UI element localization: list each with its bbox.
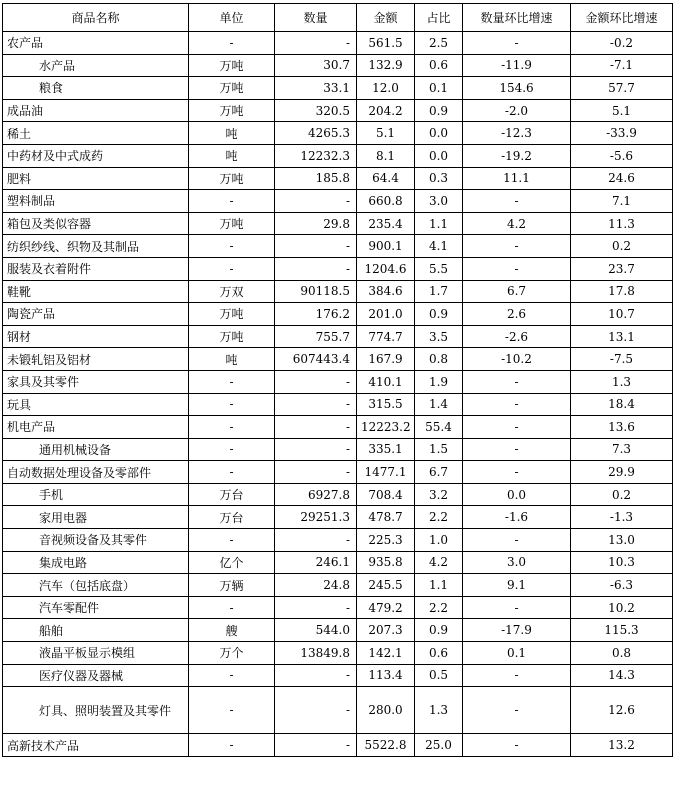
export-commodity-table: [2, 3, 673, 757]
table-row: [3, 529, 673, 552]
cell-quantity-growth: -: [463, 370, 571, 393]
cell-name: 农产品: [3, 32, 189, 55]
header-amount-growth: 金额环比增速: [571, 4, 673, 32]
cell-unit: 吨: [189, 348, 275, 371]
cell-unit: -: [189, 393, 275, 416]
table-row: [3, 438, 673, 461]
cell-quantity-growth: -: [463, 529, 571, 552]
cell-quantity-growth: -10.2: [463, 348, 571, 371]
cell-quantity: -: [275, 416, 357, 439]
cell-unit: 万双: [189, 280, 275, 303]
cell-amount: 12.0: [357, 77, 415, 100]
cell-unit: -: [189, 32, 275, 55]
cell-name: 集成电路: [3, 551, 189, 574]
cell-quantity: -: [275, 393, 357, 416]
cell-amount-growth: 13.6: [571, 416, 673, 439]
cell-quantity: 13849.8: [275, 642, 357, 665]
cell-name: 稀土: [3, 122, 189, 145]
cell-unit: 万吨: [189, 212, 275, 235]
cell-amount-growth: 18.4: [571, 393, 673, 416]
table-row: [3, 642, 673, 665]
cell-amount: 479.2: [357, 596, 415, 619]
cell-amount-growth: 17.8: [571, 280, 673, 303]
table-row: [3, 235, 673, 258]
cell-quantity-growth: 9.1: [463, 574, 571, 597]
cell-name: 船舶: [3, 619, 189, 642]
cell-quantity: -: [275, 370, 357, 393]
table-row: [3, 483, 673, 506]
cell-quantity: 33.1: [275, 77, 357, 100]
cell-amount: 8.1: [357, 144, 415, 167]
cell-quantity: 90118.5: [275, 280, 357, 303]
cell-amount: 5522.8: [357, 734, 415, 757]
cell-amount: 245.5: [357, 574, 415, 597]
cell-quantity: -: [275, 257, 357, 280]
cell-name: 粮食: [3, 77, 189, 100]
cell-amount-growth: 13.1: [571, 325, 673, 348]
cell-amount-growth: 29.9: [571, 461, 673, 484]
cell-amount: 225.3: [357, 529, 415, 552]
cell-quantity-growth: -: [463, 32, 571, 55]
cell-amount: 280.0: [357, 687, 415, 734]
cell-quantity: -: [275, 461, 357, 484]
cell-quantity-growth: -: [463, 393, 571, 416]
table-row: [3, 77, 673, 100]
cell-amount-growth: 5.1: [571, 99, 673, 122]
cell-amount-growth: 0.2: [571, 235, 673, 258]
table-row: [3, 416, 673, 439]
cell-amount-growth: 7.1: [571, 190, 673, 213]
header-quantity-growth: 数量环比增速: [463, 4, 571, 32]
cell-quantity-growth: -19.2: [463, 144, 571, 167]
cell-name: 机电产品: [3, 416, 189, 439]
table-row: [3, 325, 673, 348]
table-row: [3, 664, 673, 687]
cell-name: 高新技术产品: [3, 734, 189, 757]
cell-amount: 315.5: [357, 393, 415, 416]
cell-quantity-growth: -: [463, 664, 571, 687]
cell-amount: 561.5: [357, 32, 415, 55]
cell-name: 水产品: [3, 54, 189, 77]
cell-quantity: 176.2: [275, 303, 357, 326]
table-header-row: [3, 4, 673, 32]
cell-amount-growth: 12.6: [571, 687, 673, 734]
table-row: [3, 144, 673, 167]
cell-amount: 132.9: [357, 54, 415, 77]
cell-name: 音视频设备及其零件: [3, 529, 189, 552]
header-name: 商品名称: [3, 4, 189, 32]
cell-quantity-growth: 2.6: [463, 303, 571, 326]
cell-quantity-growth: -1.6: [463, 506, 571, 529]
table-row: [3, 687, 673, 734]
cell-quantity: -: [275, 190, 357, 213]
cell-quantity: 607443.4: [275, 348, 357, 371]
cell-quantity-growth: -17.9: [463, 619, 571, 642]
cell-unit: 万台: [189, 506, 275, 529]
cell-name: 箱包及类似容器: [3, 212, 189, 235]
cell-quantity: -: [275, 664, 357, 687]
cell-unit: -: [189, 438, 275, 461]
cell-unit: 吨: [189, 144, 275, 167]
cell-amount: 708.4: [357, 483, 415, 506]
cell-name: 手机: [3, 483, 189, 506]
cell-quantity: 29251.3: [275, 506, 357, 529]
cell-quantity-growth: -: [463, 257, 571, 280]
table-row: [3, 461, 673, 484]
cell-amount-growth: 24.6: [571, 167, 673, 190]
cell-share: 55.4: [415, 416, 463, 439]
cell-unit: -: [189, 370, 275, 393]
cell-quantity-growth: 0.1: [463, 642, 571, 665]
cell-name: 肥料: [3, 167, 189, 190]
cell-quantity: 185.8: [275, 167, 357, 190]
table-row: [3, 280, 673, 303]
cell-share: 0.0: [415, 122, 463, 145]
cell-unit: 万吨: [189, 303, 275, 326]
cell-share: 3.0: [415, 190, 463, 213]
header-unit: 单位: [189, 4, 275, 32]
cell-amount: 774.7: [357, 325, 415, 348]
header-quantity: 数量: [275, 4, 357, 32]
cell-unit: -: [189, 596, 275, 619]
table-row: [3, 190, 673, 213]
cell-amount: 335.1: [357, 438, 415, 461]
cell-amount-growth: -33.9: [571, 122, 673, 145]
cell-amount: 935.8: [357, 551, 415, 574]
table-row: [3, 54, 673, 77]
cell-amount: 207.3: [357, 619, 415, 642]
cell-unit: 万台: [189, 483, 275, 506]
cell-share: 6.7: [415, 461, 463, 484]
table-row: [3, 99, 673, 122]
cell-amount-growth: 13.2: [571, 734, 673, 757]
cell-name: 未锻轧铝及铝材: [3, 348, 189, 371]
cell-amount: 235.4: [357, 212, 415, 235]
cell-amount-growth: 23.7: [571, 257, 673, 280]
cell-share: 0.9: [415, 619, 463, 642]
cell-quantity-growth: -11.9: [463, 54, 571, 77]
cell-unit: 吨: [189, 122, 275, 145]
cell-share: 2.2: [415, 506, 463, 529]
cell-quantity-growth: -: [463, 734, 571, 757]
cell-amount-growth: 7.3: [571, 438, 673, 461]
cell-quantity-growth: -2.6: [463, 325, 571, 348]
cell-share: 4.2: [415, 551, 463, 574]
cell-share: 0.8: [415, 348, 463, 371]
cell-amount: 201.0: [357, 303, 415, 326]
cell-name: 医疗仪器及器械: [3, 664, 189, 687]
cell-share: 0.6: [415, 54, 463, 77]
cell-name: 液晶平板显示模组: [3, 642, 189, 665]
table-row: [3, 393, 673, 416]
cell-name: 汽车（包括底盘）: [3, 574, 189, 597]
cell-unit: 万吨: [189, 77, 275, 100]
table-row: [3, 212, 673, 235]
cell-amount: 5.1: [357, 122, 415, 145]
cell-amount-growth: 11.3: [571, 212, 673, 235]
cell-unit: -: [189, 664, 275, 687]
cell-quantity: -: [275, 32, 357, 55]
cell-share: 1.7: [415, 280, 463, 303]
cell-quantity-growth: -: [463, 596, 571, 619]
cell-amount: 660.8: [357, 190, 415, 213]
cell-amount: 478.7: [357, 506, 415, 529]
header-amount: 金额: [357, 4, 415, 32]
cell-quantity-growth: 11.1: [463, 167, 571, 190]
cell-share: 1.3: [415, 687, 463, 734]
cell-quantity-growth: 6.7: [463, 280, 571, 303]
cell-amount-growth: 0.8: [571, 642, 673, 665]
cell-amount-growth: 1.3: [571, 370, 673, 393]
cell-name: 纺织纱线、织物及其制品: [3, 235, 189, 258]
cell-amount-growth: 10.2: [571, 596, 673, 619]
cell-name: 通用机械设备: [3, 438, 189, 461]
cell-quantity: -: [275, 235, 357, 258]
cell-quantity: 544.0: [275, 619, 357, 642]
cell-unit: 万辆: [189, 574, 275, 597]
cell-unit: -: [189, 529, 275, 552]
cell-unit: -: [189, 235, 275, 258]
cell-quantity: -: [275, 687, 357, 734]
cell-quantity: 24.8: [275, 574, 357, 597]
cell-share: 3.2: [415, 483, 463, 506]
cell-amount: 1204.6: [357, 257, 415, 280]
cell-quantity-growth: -: [463, 461, 571, 484]
cell-quantity-growth: -: [463, 687, 571, 734]
cell-amount: 204.2: [357, 99, 415, 122]
cell-name: 陶瓷产品: [3, 303, 189, 326]
table-row: [3, 551, 673, 574]
cell-unit: -: [189, 461, 275, 484]
cell-unit: 艘: [189, 619, 275, 642]
cell-name: 中药材及中式成药: [3, 144, 189, 167]
cell-unit: -: [189, 734, 275, 757]
cell-unit: 万个: [189, 642, 275, 665]
cell-quantity: 246.1: [275, 551, 357, 574]
cell-amount-growth: 115.3: [571, 619, 673, 642]
cell-unit: -: [189, 190, 275, 213]
cell-amount-growth: -0.2: [571, 32, 673, 55]
cell-quantity-growth: 4.2: [463, 212, 571, 235]
cell-name: 塑料制品: [3, 190, 189, 213]
cell-quantity: -: [275, 438, 357, 461]
cell-share: 0.1: [415, 77, 463, 100]
cell-share: 5.5: [415, 257, 463, 280]
cell-share: 2.5: [415, 32, 463, 55]
cell-share: 3.5: [415, 325, 463, 348]
cell-quantity: 6927.8: [275, 483, 357, 506]
cell-quantity-growth: -: [463, 438, 571, 461]
cell-amount-growth: -7.5: [571, 348, 673, 371]
cell-amount: 410.1: [357, 370, 415, 393]
cell-quantity: 12232.3: [275, 144, 357, 167]
cell-unit: -: [189, 416, 275, 439]
cell-share: 0.3: [415, 167, 463, 190]
table-row: [3, 167, 673, 190]
cell-amount: 384.6: [357, 280, 415, 303]
cell-quantity-growth: -: [463, 190, 571, 213]
cell-share: 1.4: [415, 393, 463, 416]
cell-share: 0.9: [415, 303, 463, 326]
table-row: [3, 348, 673, 371]
cell-share: 0.9: [415, 99, 463, 122]
cell-amount: 142.1: [357, 642, 415, 665]
cell-quantity: 30.7: [275, 54, 357, 77]
cell-amount: 900.1: [357, 235, 415, 258]
cell-amount-growth: 10.7: [571, 303, 673, 326]
table-body: [3, 32, 673, 757]
cell-amount-growth: -7.1: [571, 54, 673, 77]
cell-quantity-growth: 3.0: [463, 551, 571, 574]
table-row: [3, 370, 673, 393]
cell-amount-growth: 10.3: [571, 551, 673, 574]
cell-quantity: -: [275, 596, 357, 619]
cell-amount: 167.9: [357, 348, 415, 371]
table-row: [3, 506, 673, 529]
cell-share: 2.2: [415, 596, 463, 619]
cell-quantity: -: [275, 734, 357, 757]
cell-unit: 万吨: [189, 54, 275, 77]
cell-share: 25.0: [415, 734, 463, 757]
cell-amount-growth: 0.2: [571, 483, 673, 506]
cell-name: 汽车零配件: [3, 596, 189, 619]
cell-share: 0.6: [415, 642, 463, 665]
cell-share: 1.5: [415, 438, 463, 461]
cell-quantity-growth: -2.0: [463, 99, 571, 122]
cell-quantity: 29.8: [275, 212, 357, 235]
cell-share: 1.1: [415, 574, 463, 597]
cell-name: 服装及衣着附件: [3, 257, 189, 280]
cell-quantity-growth: 0.0: [463, 483, 571, 506]
cell-name: 自动数据处理设备及零部件: [3, 461, 189, 484]
table-row: [3, 619, 673, 642]
table-row: [3, 734, 673, 757]
cell-share: 1.1: [415, 212, 463, 235]
cell-share: 1.9: [415, 370, 463, 393]
table-row: [3, 303, 673, 326]
cell-amount: 64.4: [357, 167, 415, 190]
cell-unit: 万吨: [189, 167, 275, 190]
cell-unit: 万吨: [189, 325, 275, 348]
cell-amount-growth: -5.6: [571, 144, 673, 167]
cell-quantity: 755.7: [275, 325, 357, 348]
table-row: [3, 122, 673, 145]
cell-quantity: -: [275, 529, 357, 552]
cell-amount-growth: 57.7: [571, 77, 673, 100]
cell-amount: 12223.2: [357, 416, 415, 439]
cell-quantity-growth: -: [463, 416, 571, 439]
cell-share: 1.0: [415, 529, 463, 552]
cell-share: 0.5: [415, 664, 463, 687]
cell-quantity-growth: -12.3: [463, 122, 571, 145]
cell-quantity: 320.5: [275, 99, 357, 122]
cell-amount-growth: -6.3: [571, 574, 673, 597]
cell-unit: -: [189, 687, 275, 734]
table-row: [3, 257, 673, 280]
cell-share: 4.1: [415, 235, 463, 258]
cell-amount: 113.4: [357, 664, 415, 687]
cell-amount: 1477.1: [357, 461, 415, 484]
cell-name: 鞋靴: [3, 280, 189, 303]
cell-amount-growth: 13.0: [571, 529, 673, 552]
cell-quantity-growth: 154.6: [463, 77, 571, 100]
cell-amount-growth: 14.3: [571, 664, 673, 687]
table-row: [3, 596, 673, 619]
cell-quantity-growth: -: [463, 235, 571, 258]
table-row: [3, 574, 673, 597]
cell-quantity: 4265.3: [275, 122, 357, 145]
cell-unit: 亿个: [189, 551, 275, 574]
header-share: 占比: [415, 4, 463, 32]
table-row: [3, 32, 673, 55]
cell-name: 家具及其零件: [3, 370, 189, 393]
cell-name: 玩具: [3, 393, 189, 416]
cell-unit: 万吨: [189, 99, 275, 122]
cell-amount-growth: -1.3: [571, 506, 673, 529]
cell-share: 0.0: [415, 144, 463, 167]
cell-name: 钢材: [3, 325, 189, 348]
cell-name: 灯具、照明装置及其零件: [3, 687, 189, 734]
cell-name: 家用电器: [3, 506, 189, 529]
cell-name: 成品油: [3, 99, 189, 122]
cell-unit: -: [189, 257, 275, 280]
